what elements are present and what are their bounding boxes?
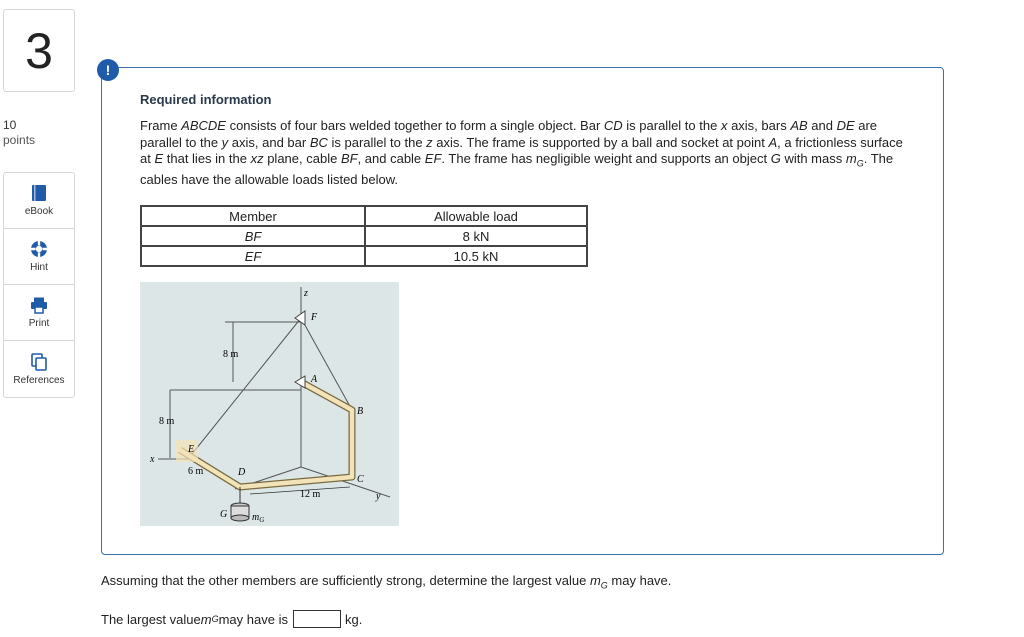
label-z: z [304,288,308,299]
print-label: Print [28,318,50,329]
label-g: G [220,509,228,520]
table-cell-member: BF [141,226,365,246]
alert-icon: ! [97,59,119,81]
points-label: points [3,133,36,147]
table-row [141,226,587,246]
question-number: 3 [3,9,75,92]
label-e: E [188,444,195,455]
table-header-row [141,206,587,226]
print-button[interactable] [4,285,74,341]
points-info [3,118,35,148]
allowable-load-table [140,205,588,267]
ebook-button[interactable] [4,173,74,229]
label-a: A [311,374,318,385]
answer-line: The largest value m G may have is kg. [101,611,363,627]
table-cell-load: 10.5 kN [365,246,587,266]
question-prompt: Assuming that the other members are sufficiently strong, determine the largest value $m_G$ may have. [101,573,672,591]
label-dim-left: 8 m [159,416,175,427]
label-d: D [238,467,246,478]
required-info-title: Required information [140,92,272,107]
printer-icon [30,296,48,314]
table-header: Member [141,206,365,226]
ebook-label: eBook [24,206,54,217]
table-cell-load: 8 kN [365,226,587,246]
lifebuoy-icon [30,240,48,258]
answer-input[interactable] [293,610,341,628]
references-label: References [13,374,65,386]
hint-label: Hint [30,262,48,273]
hint-button[interactable] [4,229,74,285]
problem-statement: Frame ABCDE consists of four bars welded together to form a single object. Bar CD is parallel to the x axis, bars AB and DE are parallel to the y axis, and bar BC is parallel to the z axis. The frame is supported by a ball and socket at point A, a frictionless surface at E that lies in the xz plane, cable BF, and cable EF. The frame has negligible weight and supports an object G with mass $m_G$. The cables have the allowable loads listed below. [140,118,903,188]
answer-unit: kg. [344,611,363,627]
table-row [141,246,587,266]
tools-panel [3,172,75,398]
copy-icon [31,353,47,371]
label-m: $m_G$ [252,512,265,524]
frame-figure [140,282,399,526]
table-header: Allowable load [365,206,587,226]
label-dim-6: 6 m [188,466,204,477]
label-b: B [357,406,364,417]
label-c: C [357,474,364,485]
frame-diagram [140,282,399,526]
label-y: y [376,491,381,502]
label-f: F [311,312,318,323]
table-cell-member: EF [141,246,365,266]
label-dim-top: 8 m [223,349,239,360]
references-button[interactable] [4,341,74,397]
points-value: 10 [3,118,17,132]
label-dim-12: 12 m [300,489,321,500]
book-icon [31,184,47,202]
label-x: x [150,454,155,465]
